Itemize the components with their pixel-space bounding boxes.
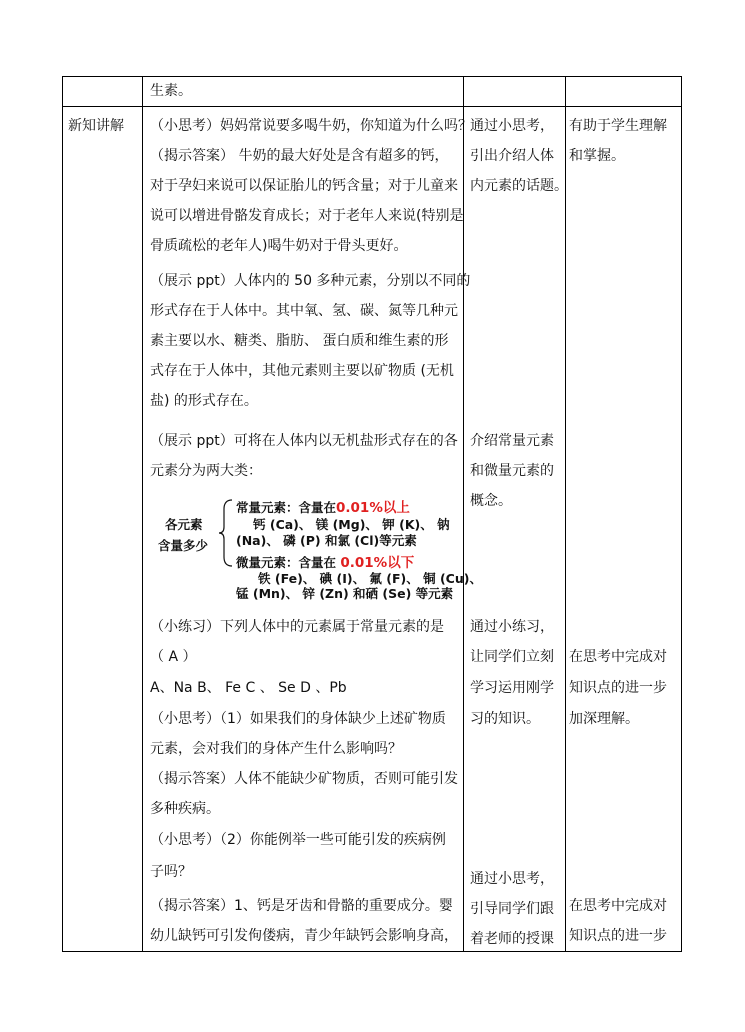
content-line: （小思考）妈妈常说要多喝牛奶，你知道为什么吗？ (150, 118, 472, 134)
effect-line: 加深理解。 (569, 711, 639, 727)
content-line: 子吗？ (150, 864, 192, 880)
column-divider-1 (142, 77, 143, 951)
intent-line: 内元素的话题。 (470, 178, 568, 194)
effect-line: 和掌握。 (569, 148, 625, 164)
micro-element-heading: 微量元素：含量在 0.01%以下 (236, 555, 415, 571)
content-line: （揭示答案）人体不能缺少矿物质，否则可能引发 (150, 771, 458, 787)
content-line: （小思考）（1）如果我们的身体缺少上述矿物质 (150, 711, 446, 727)
intent-line: 着老师的授课 (470, 931, 554, 947)
content-line: 形式存在于人体中。其中氧、氢、碳、氮等几种元 (150, 303, 458, 319)
intent-line: 引出介绍人体 (470, 148, 554, 164)
intent-line: 引导同学们跟 (470, 901, 554, 917)
figure-left-label: 各元素 (165, 517, 203, 532)
content-line: 骨质疏松的老年人)喝牛奶对于骨头更好。 (150, 238, 408, 254)
macro-element-list: 钙 (Ca)、 镁 (Mg)、 钾 (K)、 钠 (253, 517, 450, 532)
effect-line: 知识点的进一步 (569, 680, 667, 696)
content-line: （展示 ppt）可将在人体内以无机盐形式存在的各 (150, 433, 458, 449)
content-line: （揭示答案）1、钙是牙齿和骨骼的重要成分。婴 (150, 898, 453, 914)
intent-line: 习的知识。 (470, 711, 540, 727)
macro-threshold: 0.01%以上 (336, 500, 410, 516)
intent-line: 学习运用刚学 (470, 680, 554, 696)
content-line: 式存在于人体中，其他元素则主要以矿物质 (无机 (150, 363, 454, 379)
effect-line: 知识点的进一步 (569, 928, 667, 944)
category-label: 新知讲解 (68, 118, 124, 134)
content-line: （小思考）（2）你能例举一些可能引发的疾病例 (150, 832, 446, 848)
effect-line: 在思考中完成对 (569, 649, 667, 665)
micro-element-list: 铁 (Fe)、 碘 (I)、 氟 (F)、 铜 (Cu)、 (258, 571, 482, 586)
intent-line: 通过小练习， (470, 619, 554, 635)
effect-line: 在思考中完成对 (569, 898, 667, 914)
content-line: 对于孕妇来说可以保证胎儿的钙含量；对于儿童来 (150, 178, 458, 194)
macro-element-heading: 常量元素：含量在0.01%以上 (236, 500, 410, 516)
content-line: 素主要以水、糖类、脂肪、 蛋白质和维生素的形 (150, 333, 449, 349)
content-line: （展示 ppt）人体内的 50 多种元素，分别以不同的 (150, 273, 471, 289)
content-line: （小练习）下列人体中的元素属于常量元素的是 (150, 619, 444, 635)
content-line: 多种疾病。 (150, 801, 220, 817)
intent-line: 让同学们立刻 (470, 649, 554, 665)
intent-line: 介绍常量元素 (470, 433, 554, 449)
intent-line: 和微量元素的 (470, 463, 554, 479)
intent-line: 通过小思考， (470, 871, 554, 887)
content-line: （ A ） (150, 649, 197, 665)
effect-line: 有助于学生理解 (569, 118, 667, 134)
content-line: A、Na B、 Fe C 、 Se D 、Pb (150, 680, 347, 696)
content-line: 说可以增进骨骼发育成长；对于老年人来说(特别是 (150, 208, 464, 224)
content-line: （揭示答案） 牛奶的最大好处是含有超多的钙， (150, 148, 449, 164)
figure-left-label: 含量多少 (158, 538, 209, 553)
micro-threshold: 0.01%以下 (340, 555, 415, 571)
column-divider-3 (565, 77, 566, 951)
row-divider (63, 106, 681, 107)
content-line: 幼儿缺钙可引发佝偻病，青少年缺钙会影响身高， (150, 928, 458, 944)
content-line: 盐) 的形式存在。 (150, 393, 258, 409)
intent-line: 通过小思考， (470, 118, 554, 134)
content-line: 元素，会对我们的身体产生什么影响吗？ (150, 741, 402, 757)
macro-element-list: (Na)、 磷 (P) 和氯 (Cl)等元素 (236, 533, 417, 548)
content-line: 元素分为两大类： (150, 463, 262, 479)
intent-line: 概念。 (470, 493, 512, 509)
brace-icon (218, 499, 234, 567)
micro-element-list: 锰 (Mn)、 锌 (Zn) 和硒 (Se) 等元素 (236, 586, 454, 601)
previous-row-text: 生素。 (150, 83, 192, 99)
